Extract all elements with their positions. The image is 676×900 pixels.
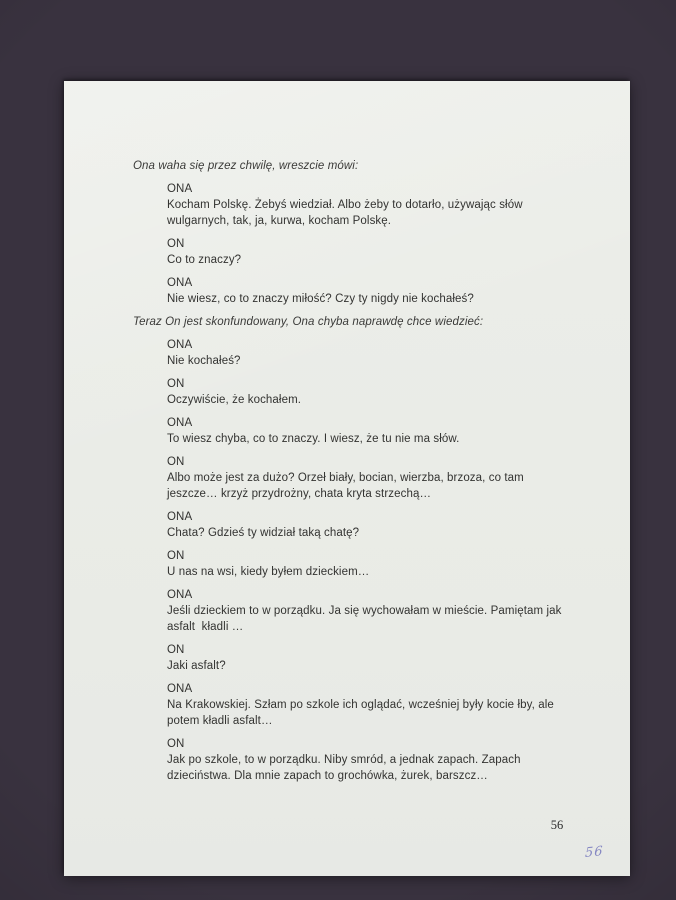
speaker-name: ON — [167, 644, 185, 656]
dialogue-line: To wiesz chyba, co to znaczy. I wiesz, że tu nie ma słów. — [167, 433, 460, 445]
dialogue-line: Jak po szkole, to w porządku. Niby smród, a jednak zapach. Zapach — [167, 754, 521, 766]
speaker-name: ON — [167, 456, 185, 468]
speaker-name: ONA — [167, 183, 193, 195]
dialogue-block — [133, 736, 600, 784]
dialogue-block — [133, 236, 600, 268]
dialogue-block — [133, 509, 600, 541]
speaker-name: ON — [167, 238, 185, 250]
script-content — [133, 158, 600, 791]
dialogue-line: Jaki asfalt? — [167, 660, 226, 672]
stage-direction — [133, 158, 600, 174]
dialogue-line: potem kładli asfalt… — [167, 715, 273, 727]
dialogue-block — [133, 415, 600, 447]
dialogue-block — [133, 181, 600, 229]
dialogue-line: Na Krakowskiej. Szłam po szkole ich oglądać, wcześniej były kocie łby, ale — [167, 699, 554, 711]
dialogue-block — [133, 681, 600, 729]
handwritten-page-number: 56 — [584, 843, 604, 862]
dialogue-block — [133, 337, 600, 369]
speaker-name: ON — [167, 550, 185, 562]
speaker-name: ONA — [167, 589, 193, 601]
speaker-name: ONA — [167, 339, 193, 351]
dialogue-block — [133, 642, 600, 674]
speaker-name: ON — [167, 378, 185, 390]
dialogue-line: Jeśli dzieckiem to w porządku. Ja się wychowałam w mieście. Pamiętam jak — [167, 605, 562, 617]
dialogue-line: Kocham Polskę. Żebyś wiedział. Albo żeby to dotarło, używając słów — [167, 199, 523, 211]
dialogue-line: Nie kochałeś? — [167, 355, 241, 367]
script-page — [64, 81, 630, 876]
dialogue-block — [133, 454, 600, 502]
dialogue-line: Albo może jest za dużo? Orzeł biały, bocian, wierzba, brzoza, co tam — [167, 472, 524, 484]
speaker-name: ONA — [167, 511, 193, 523]
speaker-name: ONA — [167, 683, 193, 695]
dialogue-block — [133, 548, 600, 580]
dialogue-line: dzieciństwa. Dla mnie zapach to grochówka, żurek, barszcz… — [167, 770, 488, 782]
stage-direction — [133, 314, 600, 330]
speaker-name: ON — [167, 738, 185, 750]
dialogue-line: U nas na wsi, kiedy byłem dzieckiem… — [167, 566, 370, 578]
dialogue-line: jeszcze… krzyż przydrożny, chata kryta strzechą… — [167, 488, 432, 500]
dialogue-block — [133, 376, 600, 408]
dialogue-line: Nie wiesz, co to znaczy miłość? Czy ty nigdy nie kochałeś? — [167, 293, 474, 305]
dialogue-line: asfalt kładli … — [167, 621, 244, 633]
stage-direction-line: Ona waha się przez chwilę, wreszcie mówi: — [133, 160, 359, 172]
dialogue-block — [133, 587, 600, 635]
dialogue-line: Oczywiście, że kochałem. — [167, 394, 302, 406]
speaker-name: ONA — [167, 277, 193, 289]
dialogue-line: Chata? Gdzieś ty widział taką chatę? — [167, 527, 360, 539]
speaker-name: ONA — [167, 417, 193, 429]
printed-page-number: 56 — [550, 818, 564, 832]
dialogue-line: wulgarnych, tak, ja, kurwa, kocham Polskę. — [167, 215, 392, 227]
dialogue-line: Co to znaczy? — [167, 254, 242, 266]
dialogue-block — [133, 275, 600, 307]
stage-direction-line: Teraz On jest skonfundowany, Ona chyba naprawdę chce wiedzieć: — [133, 316, 484, 328]
